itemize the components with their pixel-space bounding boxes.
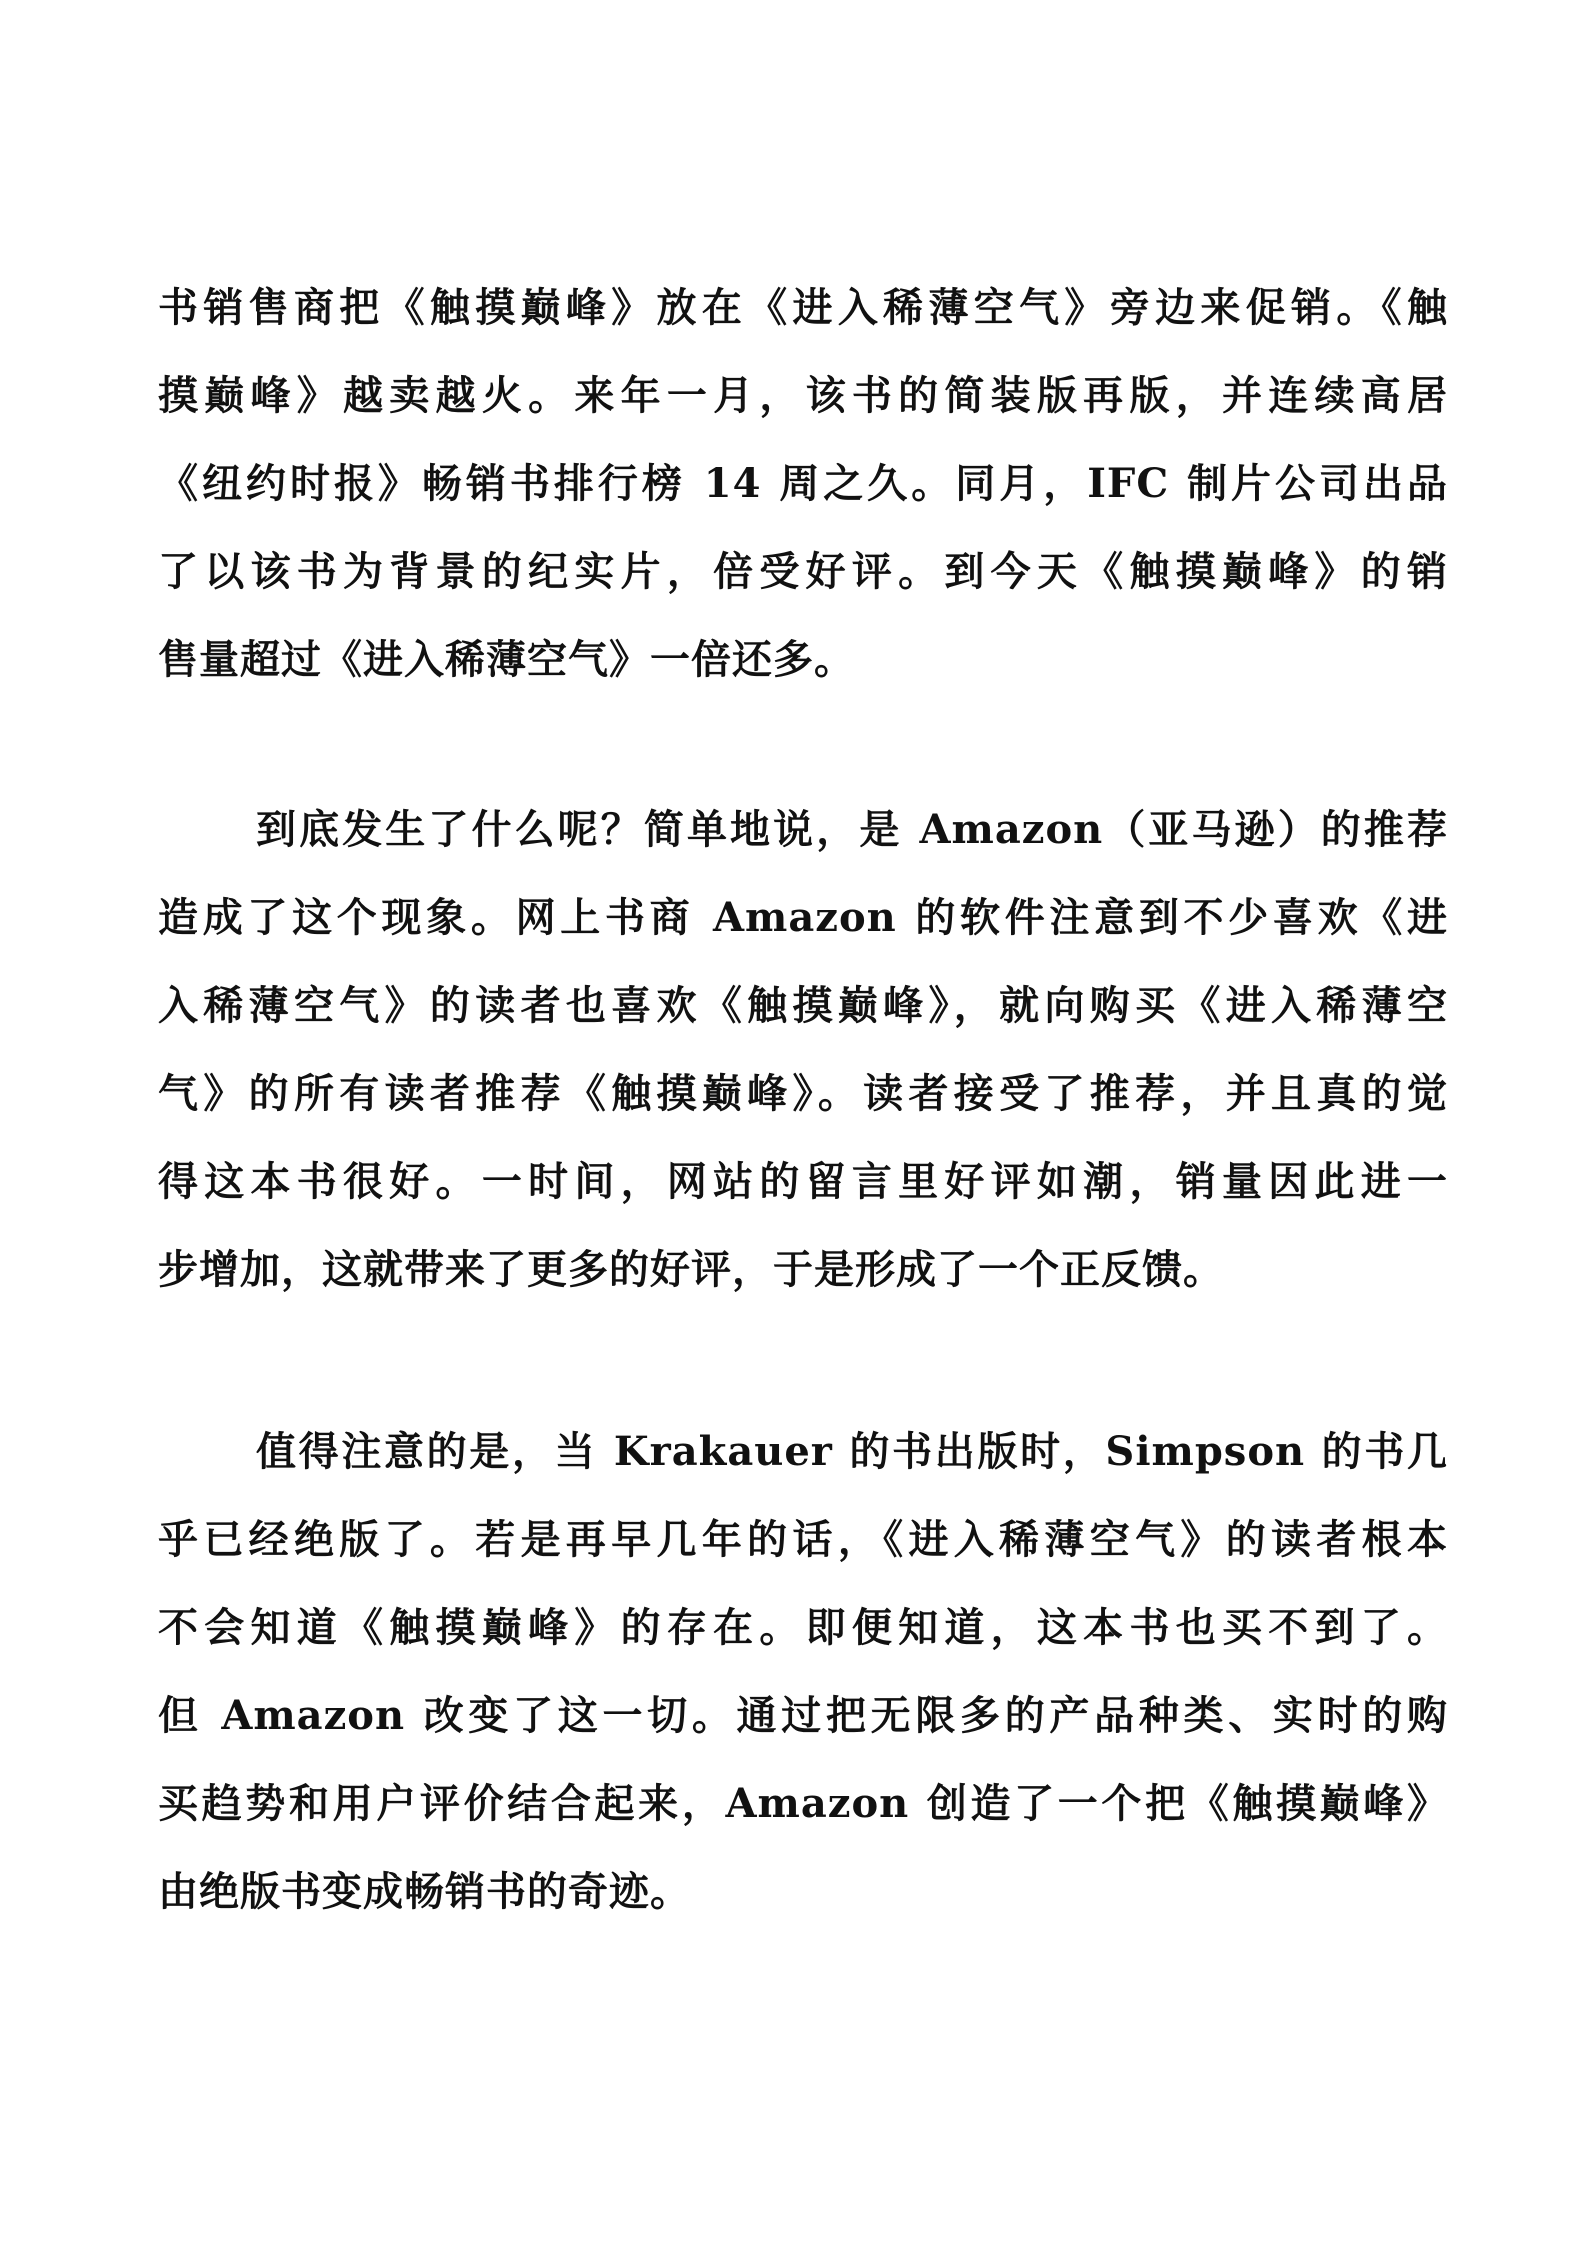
text-line: 造成了这个现象。网上书商 Amazon 的软件注意到不少喜欢《进 [158, 894, 1448, 941]
text-line: 了以该书为背景的纪实片，倍受好评。到今天《触摸巅峰》的销 [158, 548, 1448, 595]
text-line: 气》的所有读者推荐《触摸巅峰》。读者接受了推荐，并且真的觉 [158, 1070, 1448, 1117]
text-line: 《纽约时报》畅销书排行榜 14 周之久。同月，IFC 制片公司出品 [158, 460, 1448, 507]
text-line: 摸巅峰》越卖越火。来年一月，该书的简装版再版，并连续高居 [158, 372, 1448, 419]
text-line: 入稀薄空气》的读者也喜欢《触摸巅峰》，就向购买《进入稀薄空 [158, 982, 1448, 1029]
paragraph-3 [158, 1408, 1448, 1936]
text-line: 买趋势和用户评价结合起来，Amazon 创造了一个把《触摸巅峰》 [158, 1780, 1448, 1827]
paragraph-1 [158, 264, 1448, 704]
text-line: 售量超过《进入稀薄空气》一倍还多。 [158, 636, 855, 683]
text-line: 但 Amazon 改变了这一切。通过把无限多的产品种类、实时的购 [158, 1692, 1448, 1739]
text-line: 到底发生了什么呢？简单地说，是 Amazon（亚马逊）的推荐 [256, 806, 1448, 853]
text-line: 由绝版书变成畅销书的奇迹。 [158, 1868, 691, 1915]
text-line: 乎已经绝版了。若是再早几年的话，《进入稀薄空气》的读者根本 [158, 1516, 1448, 1563]
text-line: 步增加，这就带来了更多的好评，于是形成了一个正反馈。 [158, 1246, 1224, 1293]
paragraph-2 [158, 786, 1448, 1314]
text-line: 值得注意的是，当 Krakauer 的书出版时，Simpson 的书几 [256, 1428, 1448, 1475]
text-line: 得这本书很好。一时间，网站的留言里好评如潮，销量因此进一 [158, 1158, 1448, 1205]
text-line: 书销售商把《触摸巅峰》放在《进入稀薄空气》旁边来促销。《触 [158, 284, 1448, 331]
text-line: 不会知道《触摸巅峰》的存在。即便知道，这本书也买不到了。 [158, 1604, 1448, 1651]
